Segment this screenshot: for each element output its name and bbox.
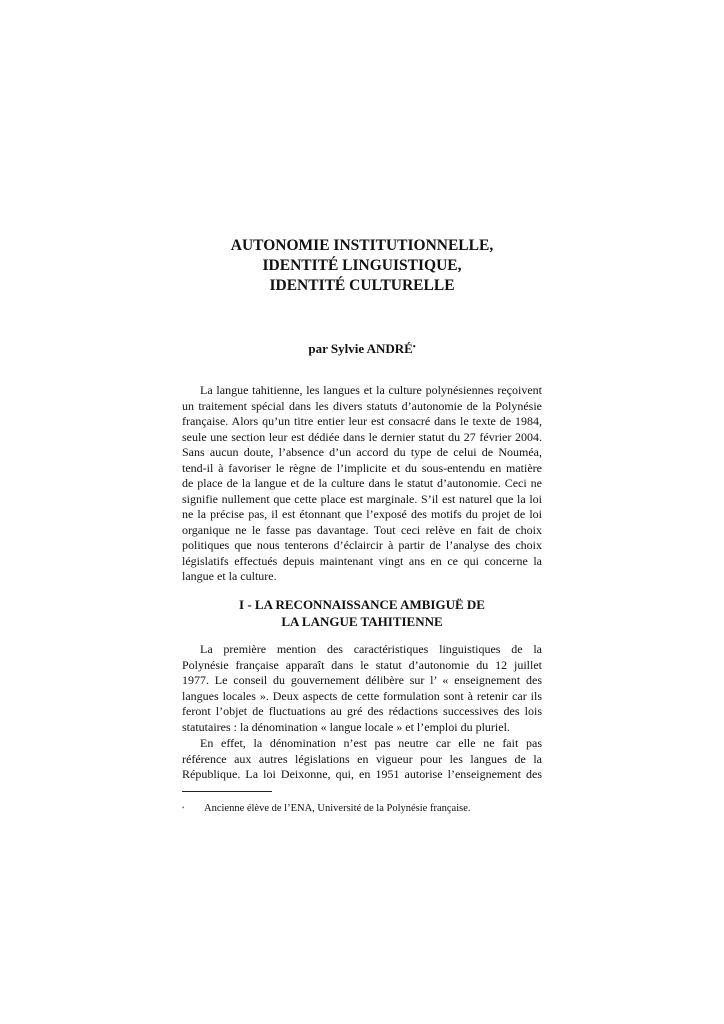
text-line: République. La loi Deixonne, qui, en 1951 autorise l’enseignement des — [182, 767, 542, 781]
footnote — [182, 802, 542, 815]
text-line: langue et la culture. — [182, 569, 277, 583]
title-line: IDENTITÉ CULTURELLE — [269, 277, 455, 294]
paper-title — [181, 236, 543, 296]
title-line: AUTONOMIE INSTITUTIONNELLE, — [230, 237, 494, 254]
text-line: tend-il à favoriser le règne de l’implicite et du sous-entendu en matière — [182, 460, 542, 475]
text-line: référence aux autres législations en vigueur pour les langues de la — [182, 751, 542, 766]
text-line: langues locales ». Deux aspects de cette formulation sont à retenir car ils — [182, 688, 542, 703]
text-line: organique ne le fasse pas davantage. Tout ceci relève en fait de choix — [182, 522, 542, 537]
abstract-paragraph — [182, 383, 542, 585]
text-line: En effet, la dénomination n’est pas neutre car elle ne fait pas — [200, 736, 542, 750]
text-line: un traitement spécial dans les divers statuts d’autonomie de la Polynésie — [182, 398, 542, 413]
text-line: seule une section leur est dédiée dans le dernier statut du 27 février 2004. — [182, 429, 542, 444]
title-line: IDENTITÉ LINGUISTIQUE, — [262, 257, 462, 274]
section-heading-line: I - LA RECONNAISSANCE AMBIGUË DE — [239, 597, 485, 612]
text-line: feront l’objet de fluctuations au gré des rédactions successives des lois — [182, 704, 542, 718]
author-name: par Sylvie ANDRÉ — [308, 341, 413, 356]
text-line: La langue tahitienne, les langues et la culture polynésiennes reçoivent — [200, 383, 542, 397]
section-heading — [181, 596, 543, 630]
footnote-mark: • — [182, 804, 185, 812]
author-footnote-mark: • — [412, 342, 416, 351]
text-line: signifie nullement que cette place est marginale. S’il est naturel que la loi — [182, 491, 542, 506]
text-line: législatifs effectués depuis maintenant vingt ans en ce qui concerne la — [182, 553, 542, 568]
body-paragraph-1 — [182, 642, 542, 735]
text-line: 1977. Le conseil du gouvernement délibère sur l’ « enseignement des — [182, 673, 542, 687]
section-heading-line: LA LANGUE TAHITIENNE — [281, 614, 443, 629]
text-line: Sans aucun doute, l’absence d’un accord du type de celui de Nouméa, — [182, 445, 542, 459]
text-line: ne la précise pas, il est étonnant que l’exposé des motifs du projet de loi — [182, 507, 542, 521]
author-line — [181, 340, 543, 358]
footnote-rule — [182, 791, 272, 792]
text-line: politiques que nous tenterons d’éclaircir à partir de l’analyse des choix — [182, 538, 542, 552]
text-line: La première mention des caractéristiques linguistiques de la — [200, 642, 542, 656]
text-line: statutaires : la dénomination « langue locale » et l’emploi du pluriel. — [182, 719, 510, 734]
text-line: de place de la langue et de la culture dans le statut d’autonomie. Ceci ne — [182, 476, 542, 490]
text-line: Polynésie française apparaît dans le statut d’autonomie du 12 juillet — [182, 657, 542, 672]
body-paragraph-2 — [182, 736, 542, 783]
text-line: française. Alors qu’un titre entier leur est consacré dans le texte de 1984, — [182, 414, 542, 428]
footnote-text: Ancienne élève de l’ENA, Université de la Polynésie française. — [204, 803, 471, 814]
